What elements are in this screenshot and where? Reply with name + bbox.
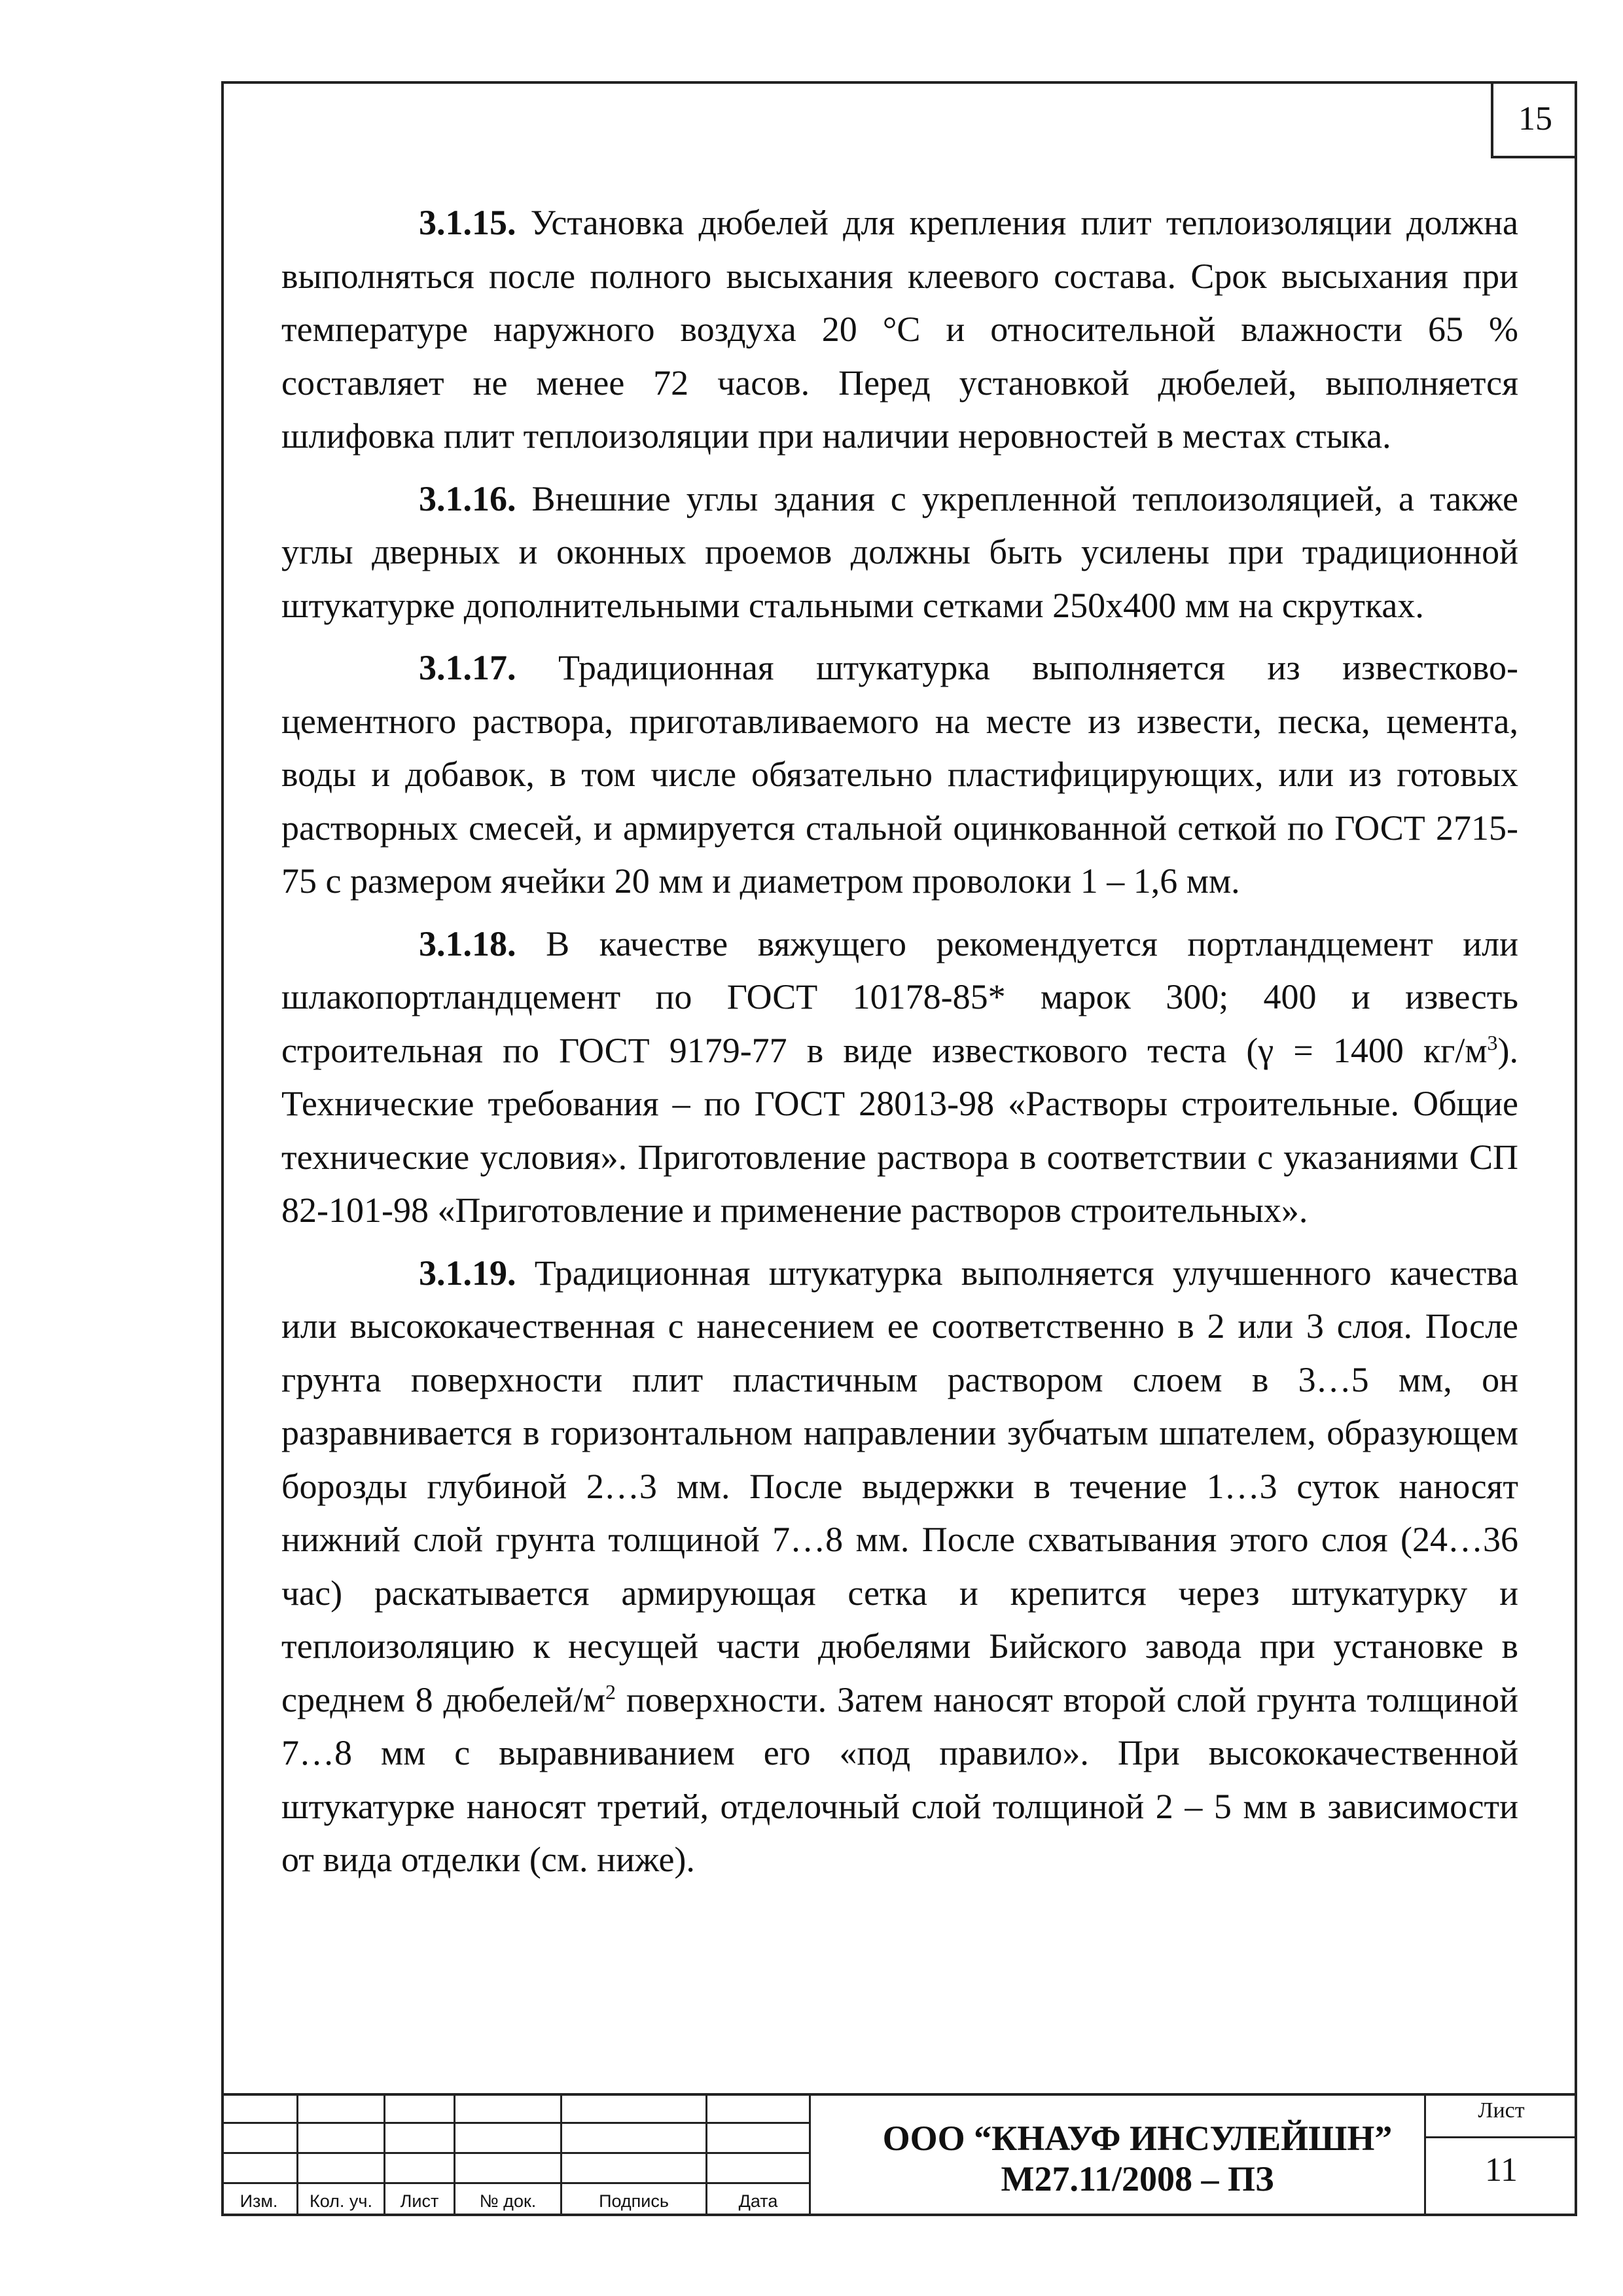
- paragraph-3-1-17: [281, 641, 1518, 908]
- col-label-list: Лист: [400, 2191, 439, 2211]
- superscript: 2: [605, 1679, 616, 1704]
- clause-text: В качестве вяжущего рекомендуется портландцемент или шлакопортландцемент по ГОСТ 10178-85* марок 300; 400 и известь строительная по ГОСТ 9179-77 в виде известкового теста (γ = 1400 кг/м: [281, 924, 1518, 1070]
- organization-designation: [810, 2118, 1465, 2199]
- clause-text-cont: ). Технические требования – по ГОСТ 28013-98 «Растворы строительные. Общие технические условия». Приготовление раствора в соответствии с указаниями СП 82-101-98 «Приготовление и применение растворов строительных».: [281, 1030, 1518, 1230]
- clause-text-cont: поверхности. Затем наносят второй слой грунта толщиной 7…8 мм с выравниванием его «под правило». При высококачественной штукатурке наносят третий, отделочный слой толщиной 2 – 5 мм в зависимости от вида отделки (см. ниже).: [281, 1679, 1518, 1879]
- corner-page-number-text: 15: [1518, 99, 1552, 137]
- clause-text: Традиционная штукатурка выполняется улучшенного качества или высококачественная с нанесением ее соответственно в 2 или 3 слоя. После грунта поверхности плит пластичным раствором слоем в 3…5 мм, он разравнивается в горизонтальном направлении зубчатым шпателем, образующем борозды глубиной 2…3 мм. После выдержки в течение 1…3 суток наносят нижний слой грунта толщиной 7…8 мм. После схватывания этого слоя (24…36 час) раскатывается армирующая сетка и крепится через штукатурку и теплоизоляцию к несущей части дюбелями Бийского завода при установке в среднем 8 дюбелей/м: [281, 1253, 1518, 1719]
- clause-number: 3.1.18.: [419, 924, 516, 963]
- col-label-date: Дата: [738, 2191, 778, 2211]
- col-label-izm: Изм.: [240, 2191, 278, 2211]
- clause-number: 3.1.17.: [419, 648, 516, 687]
- title-block: [221, 2093, 1577, 2216]
- col-label-signature: Подпись: [599, 2191, 669, 2211]
- paragraph-3-1-15: [281, 196, 1518, 463]
- superscript: 3: [1487, 1030, 1498, 1054]
- col-label-kol-uch: Кол. уч.: [310, 2191, 372, 2211]
- clause-number: 3.1.16.: [419, 478, 516, 518]
- paragraph-3-1-18: [281, 918, 1518, 1238]
- title-block-top-border: [221, 2093, 1577, 2096]
- clause-text: Традиционная штукатурка выполняется из известково-цементного раствора, приготавливаемого на месте из извести, песка, цемента, воды и добавок, в том числе обязательно пластифицирующих, или из готовых растворных смесей, и армируется стальной оцинкованной сеткой по ГОСТ 2715-75 с размером ячейки 20 мм и диаметром проволоки 1 – 1,6 мм.: [281, 648, 1518, 901]
- title-block-row-line: [221, 2122, 810, 2124]
- clause-number: 3.1.19.: [419, 1253, 516, 1293]
- clause-text: Установка дюбелей для крепления плит теплоизоляции должна выполняться после полного высыхания клеевого состава. Срок высыхания при температуре наружного воздуха 20 °С и относительной влажности 65 % составляет не менее 72 часов. Перед установкой дюбелей, выполняется шлифовка плит теплоизоляции при наличии неровностей в местах стыка.: [281, 203, 1518, 456]
- corner-page-number: [1491, 81, 1577, 158]
- document-code: М27.11/2008 – ПЗ: [1001, 2159, 1274, 2198]
- title-block-row-line: [221, 2182, 810, 2184]
- paragraph-3-1-16: [281, 473, 1518, 633]
- clause-number: 3.1.15.: [419, 203, 516, 242]
- paragraph-3-1-19: [281, 1247, 1518, 1887]
- clause-text: Внешние углы здания с укрепленной теплоизоляцией, а также углы дверных и оконных проемов должны быть усилены при традиционной штукатурке дополнительными стальными сетками 250х400 мм на скрутках.: [281, 478, 1518, 625]
- document-body: [281, 196, 1518, 1896]
- organization-name: ООО “КНАУФ ИНСУЛЕЙШН”: [882, 2119, 1393, 2158]
- col-label-doc-no: № док.: [479, 2191, 537, 2211]
- sheet-number: 11: [1484, 2151, 1518, 2189]
- title-block-row-line: [221, 2152, 810, 2154]
- sheet-label: Лист: [1478, 2098, 1525, 2123]
